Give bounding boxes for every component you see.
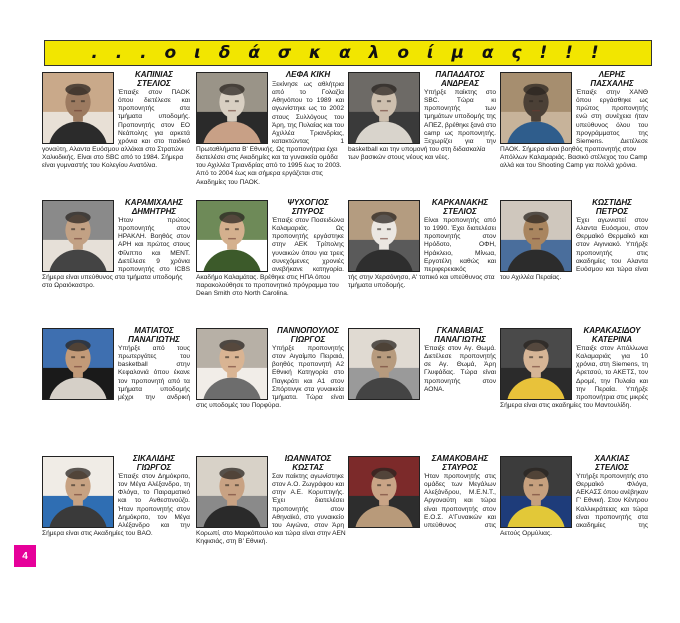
teacher-bio-continued: Αετούς Ορμύλιας. <box>500 530 552 537</box>
teacher-firstname: ΣΤΑΥΡΟΣ <box>442 462 478 472</box>
teacher-firstname: ΓΙΩΡΓΟΣ <box>136 462 172 472</box>
teacher-name <box>272 455 344 472</box>
teacher-photo <box>42 328 114 400</box>
teacher-surname: ΛΕΦΑ ΚΙΚΗ <box>285 70 331 79</box>
teacher-surname: ΠΑΝΝΟΠΟΥΛΟΣ <box>277 326 339 335</box>
teacher-surname: ΣΑΜΑΚΟΒΑΗΣ <box>431 454 489 463</box>
teacher-name <box>424 455 496 472</box>
teacher-photo <box>348 456 420 528</box>
teacher-firstname: ΠΕΤΡΟΣ <box>595 206 629 216</box>
teacher-name <box>576 327 648 344</box>
teacher-name <box>576 71 648 88</box>
page-title-banner <box>44 40 652 66</box>
teacher-firstname: ΠΑΝΑΓΙΩΤΗΣ <box>128 334 180 344</box>
teacher-surname: ΠΑΠΑΔΑΤΟΣ <box>435 70 485 79</box>
page-title: . . . ο ι δ ά σ κ α λ ο ί μ α ς ! ! ! <box>91 43 605 63</box>
teacher-firstname: ΚΩΣΤΑΣ <box>292 462 324 472</box>
teacher-surname: ΚΑΡΑΜΙΧΑΛΗΣ <box>125 198 183 207</box>
teacher-bio: Ήταν προπονητής στις ομάδες των Μεγάλων Αλεξάνδρου, Μ.Ε.Ν.Τ., Αργοναύτη και τώρα είναι προπονητής στον Ε.Ο.Σ. Α'Γυναικών και υπεύθυνος στις <box>424 473 496 529</box>
teacher-bio-continued: του Αχιλλέα Περαίας. <box>500 274 562 281</box>
teacher-bio: Ήταν πρώτος προπονητής στον ΗΡΑΚΛΗ. Βοηθός στον ΑΡΗ και πρώτος στους Φίλιππο και ΜΕΝΤ. Διετέλεσε 9 χρόνια προπονητής στο ICBS <box>118 217 190 273</box>
teacher-firstname: ΠΑΣΧΑΛΗΣ <box>590 78 634 88</box>
teacher-bio: Έπαιξε στον ΠΑΟΚ όπου διετέλεσε και προπονητής στα τμήματα υποδομής. Προπονητής στον ΕΟ Νεάπολης για αρκετά χρόνια και στο παιδικό <box>118 89 190 145</box>
teacher-surname: ΓΚΑΝΑΒΙΑΣ <box>436 326 484 335</box>
teacher-name <box>272 71 344 80</box>
teacher-bio-continued: Ακαδήμο Καλαμάτας. Βρέθηκε στις ΗΠΑ όπου παρακολούθησε το προπονητικό πρόγραμμα του Dean Smith στο North Carolina. <box>196 274 339 298</box>
teacher-surname: ΚΑΡΚΑΝΑΚΗΣ <box>431 198 489 207</box>
teacher-photo <box>42 200 114 272</box>
teacher-firstname: ΑΝΔΡΕΑΣ <box>440 78 480 88</box>
teacher-bio: Έπαιξε στην ΧΑΝΘ όπου εργάσθηκε ως πρώτος προπονητής ενώ στη συνέχεια ήταν υπεύθυνος όλου του προγράμματος της Siemens. Διετέλεσε <box>576 89 648 145</box>
teacher-name <box>272 199 344 216</box>
teacher-name <box>118 199 190 216</box>
teacher-name <box>272 327 344 344</box>
teacher-photo <box>196 200 268 272</box>
teacher-name <box>424 71 496 88</box>
teacher-name <box>118 71 190 88</box>
teacher-photo <box>42 456 114 528</box>
teacher-surname: ΚΑΠΙΝΙΑΣ <box>134 70 174 79</box>
teacher-bio-continued: Σήμερα είναι στις Ακαδημίες του ΒΑΟ. <box>42 530 153 537</box>
teacher-firstname: ΚΑΤΕΡΙΝΑ <box>591 334 633 344</box>
teacher-surname: ΨΥΧΟΓΙΟΣ <box>287 198 329 207</box>
teacher-surname: ΧΑΛΚΙΑΣ <box>594 454 630 463</box>
teacher-photo <box>500 72 572 144</box>
teacher-photo <box>196 456 268 528</box>
page-number: 4 <box>14 545 36 567</box>
teacher-surname: ΚΩΣΤΙΔΗΣ <box>592 198 632 207</box>
teacher-firstname: ΣΤΕΛΙΟΣ <box>137 78 171 88</box>
teacher-bio: Υπήρξε προπονητής στο Θερμαϊκό Φλόγα, ΑΕΚΑΣΣ όπου ανέβηκαν Γ' Εθνική. Στον Κέντρου Καλλικράτειας και τώρα είναι προπονητής στα ακαδημίες της <box>576 473 648 529</box>
teacher-firstname: ΣΤΕΛΙΟΣ <box>443 206 477 216</box>
teacher-bio-continued: ΠΑΟΚ. Σήμερα είναι βοηθός προπονητής στον Απόλλων Καλαμαριάς. Βασικό στέλεχος του Camp αλλά και του Shooting Camp για πολλά χρόνια. <box>500 146 648 170</box>
teacher-bio-continued: στις υποδομές του Πορφύρα. <box>196 402 282 409</box>
teacher-bio: Υπήρξε από τους πρωτεργάτες του basketball στην Κεφαλονιά όπου έκανε τον προπονητή από τα τμήματα υποδομής μέχρι την ανδρική <box>118 345 190 401</box>
teacher-bio-continued: Σήμερα είναι στις ακαδημίες του Μαντουλίδη. <box>500 402 632 409</box>
teacher-surname: ΜΑΤΙΑΤΟΣ <box>134 326 174 335</box>
teacher-surname: ΣΙΚΑΛΙΔΗΣ <box>133 454 175 463</box>
teacher-photo <box>348 200 420 272</box>
teacher-photo <box>196 72 268 144</box>
teacher-firstname: ΔΗΜΗΤΡΗΣ <box>131 206 177 216</box>
teacher-bio: Έπαιξε στον Ποσειδώνα Καλαμαριάς. Ως προπονητής εργάστηκε στην ΑΕΚ Τρίπολης γυναικών όπου για τρεις συνεχόμενες χρονιές ανεβήκανε κατηγορία. <box>272 217 344 273</box>
teacher-photo <box>500 328 572 400</box>
teacher-bio-continued: Κορωπί, στο Μαρκόπουλο και τώρα είναι στην ΑΕΝ Κηφισιάς, στη Β' Εθνική. <box>196 530 346 546</box>
teacher-surname: ΚΑΡΑΚΑΣΙΔΟΥ <box>583 326 641 335</box>
teacher-bio: Υπήρξε παίκτης στο SBC. Τώρα κι προπονητής των τμημάτων υποδομής της ΑΠΕΖ, βρέθηκε ξανά στο camp ως προπονητής. Ξεχωρίζει για την <box>424 89 496 145</box>
teacher-bio: Έπαιξε στον Δημόκριτο, τον Μέγα Αλέξανδρο, τη Φλόγα, το Παιραματικό και το Ανθεστινούζο. Ήταν προπονητής στον Δημόκριτο, τον Μέγα Αλέξανδρο και την <box>118 473 190 529</box>
teacher-firstname: ΣΤΕΛΙΟΣ <box>595 462 629 472</box>
teacher-name <box>576 199 648 216</box>
teacher-bio: Σαν παίκτης αγωνίστηκε στον Α.Ο. Ζωγράφου και στην Α.Ε. Κορυπτιγής. Έχει διατελέσει προπονητής στον Αθηναϊκό, στο γυναικείο του Αιγώνα, στον Άρη <box>272 473 344 529</box>
teacher-bio: Ξεκίνησε ως αθλήτρια από το Γολαζία Αθηνόπου το 1989 και αγωνίστηκε ως το 2002 στους Συλλόγους του Άρη, της Πυλαίας και του Αχιλλέα Τριανδρίας, κατακτώντας 1 <box>272 81 344 146</box>
teacher-photo <box>348 72 420 144</box>
teacher-bio: Έπαιξε στον Αγ. Θωμά. Διετέλεσε προπονητής σε Αγ. Θωμά, Άρη Γλυφάδας. Τώρα είναι προπονητής στον ΑΟΝΑ. <box>424 345 496 393</box>
teacher-bio-continued: γοναύτη, Αλαντα Ευόσμου αλλάκαι στο Στρατώνι Χαλκιδικής. Είναι στο SBC από το 1984. Σήμερα είναι γυμναστής του Κολεγίου Ανατόλια. <box>42 146 184 170</box>
teacher-surname: ΛΕΡΗΣ <box>598 70 626 79</box>
teacher-photo <box>42 72 114 144</box>
teacher-name <box>118 455 190 472</box>
teacher-name <box>118 327 190 344</box>
teacher-bio-continued: basketball και την υπομονή του στη διδασκαλία των βασικών στους νέους και νέες. <box>348 146 486 162</box>
teacher-photo <box>196 328 268 400</box>
teacher-bio: Έπαιξε στον Απόλλωνα Καλαμαριάς για 10 χρόνια, στη Siemens, τη Αρετσού, το ΑΚΕΤΣ, τον Δρομέ, την Πυλαία και την Περαία. Υπήρξε προπονήτρια στις μικρές <box>576 345 648 401</box>
teacher-photo <box>500 456 572 528</box>
teacher-bio: Υπήρξε προπονητής στον Αιγαίμπο Πειραιά, βοηθός προπονητή Α2 Εθνική Κατηγορία στο Παγκράτι και Α1 στον Σπόρτινγκ στα γυναικεία τμήματα. Τώρα είναι <box>272 345 344 401</box>
teacher-firstname: ΣΠΥΡΟΣ <box>291 206 325 216</box>
teacher-name <box>576 455 648 472</box>
teacher-photo <box>348 328 420 400</box>
teacher-name <box>424 327 496 344</box>
teacher-bio-continued: τής στην Χερσόνησο, Α' τοπικό και υπεύθυνος στα τμήματα υποδομής. <box>348 274 495 290</box>
teacher-surname: ΙΩΑΝΝΑΤΟΣ <box>284 454 332 463</box>
teacher-bio-continued: Σήμερα είναι υπεύθυνος στα τμήματα υποδομής στο Ωραιόκαστρο. <box>42 274 183 290</box>
teacher-firstname: ΓΙΩΡΓΟΣ <box>290 334 326 344</box>
teacher-name <box>424 199 496 216</box>
teacher-firstname: ΠΑΝΑΓΙΩΤΗΣ <box>434 334 486 344</box>
teacher-bio-continued: Πρωταθλήματα Β' Εθνικής. Ως προπονήτρια έχει διατελέσει στις Ακαδημίες και τα γυναικεία ομάδα του Αχιλλέα Τριανδρίας από το 1995 έως το 2003. Από το 2004 έως και σήμερα εργάζεται στις Ακαδημίες του ΠΑΟΚ. <box>196 146 342 186</box>
teacher-bio: Είναι προπονητής από το 1990. Έχει διατελέσει προπονητής στον Ηρόδοτο, ΟΦΗ, Ηράκλειο, Μίνωα, Εργοτέλη καθώς και περιφερειακός <box>424 217 496 273</box>
teacher-bio: Έχει αγωνιστεί στον Αλαντα Ευόσμου, στον Θερμαϊκό Θερμαϊκό και στον Αιγινιακό. Υπήρξε προπονητής στις ακαδημίες του Αλαντα Ευόσμου και τώρα είναι <box>576 217 648 273</box>
teacher-photo <box>500 200 572 272</box>
